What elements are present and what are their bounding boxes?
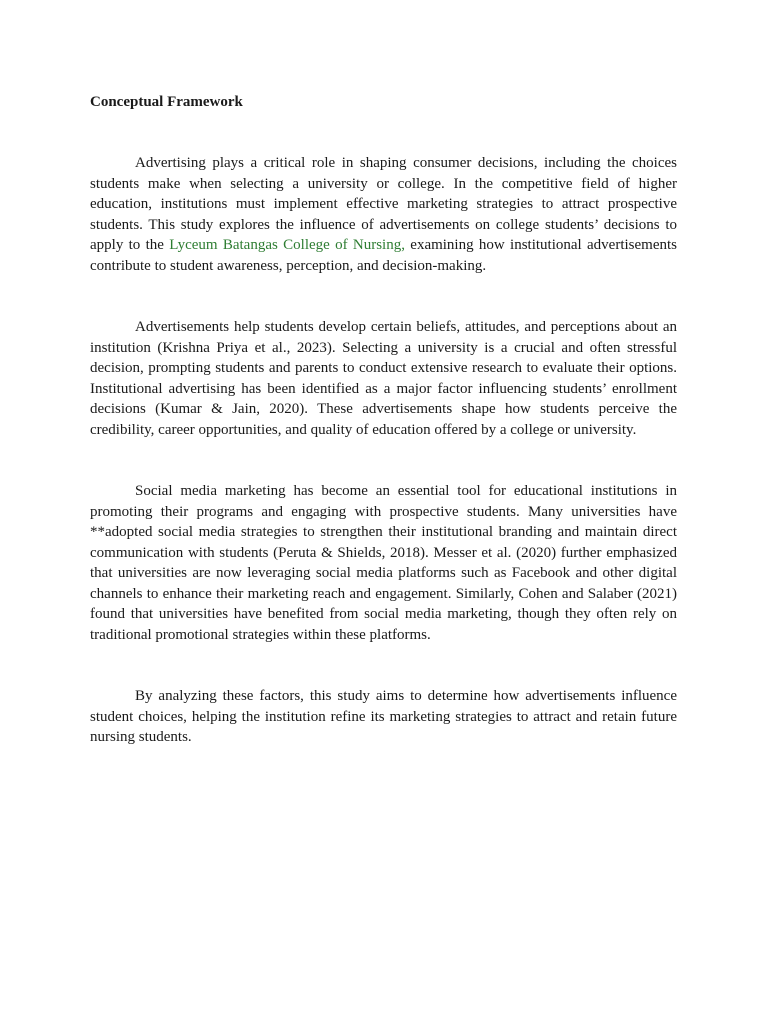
paragraph-1-text-before: Advertising plays a critical role in shaping consumer decisions, including the choices students make when selecting a university or college. In the competitive field of higher education, institutions must implement effective marketing strategies to attract prospective students. This study explores the influence of advertisements on college students’ decisions to apply to the (90, 155, 677, 253)
section-heading: Conceptual Framework (90, 94, 243, 110)
paragraph-2: Advertisements help students develop certain beliefs, attitudes, and perceptions about an institution (Krishna Priya et al., 2023). Selecting a university is a crucial and often stressful decision, prompting students and parents to conduct extensive research to evaluate their options. Institutional advertising has been identified as a major factor influencing students’ enrollment decisions (Kumar & Jain, 2020). These advertisements shape how students perceive the credibility, career opportunities, and quality of education offered by a college or university. (90, 319, 677, 438)
document-page (90, 92, 677, 748)
paragraph-1 (90, 153, 677, 276)
paragraph-4: By analyzing these factors, this study aims to determine how advertisements influence student choices, helping the institution refine its marketing strategies to attract and retain future nursing students. (90, 688, 677, 745)
paragraph-3: Social media marketing has become an essential tool for educational institutions in promoting their programs and engaging with prospective students. Many universities have **adopted social media strategies to strengthen their institutional branding and maintain direct communication with students (Peruta & Shields, 2018). Messer et al. (2020) further emphasized that universities are now leveraging social media platforms such as Facebook and other digital channels to enhance their marketing reach and engagement. Similarly, Cohen and Salaber (2021) found that universities have benefited from social media marketing, though they often rely on traditional promotional strategies within these platforms. (90, 483, 677, 643)
institution-name-highlight: Lyceum Batangas College of Nursing, (169, 237, 405, 253)
paragraph-1-text-after: examining how institutional advertisements contribute to student awareness, perception, and decision-making. (90, 237, 677, 274)
